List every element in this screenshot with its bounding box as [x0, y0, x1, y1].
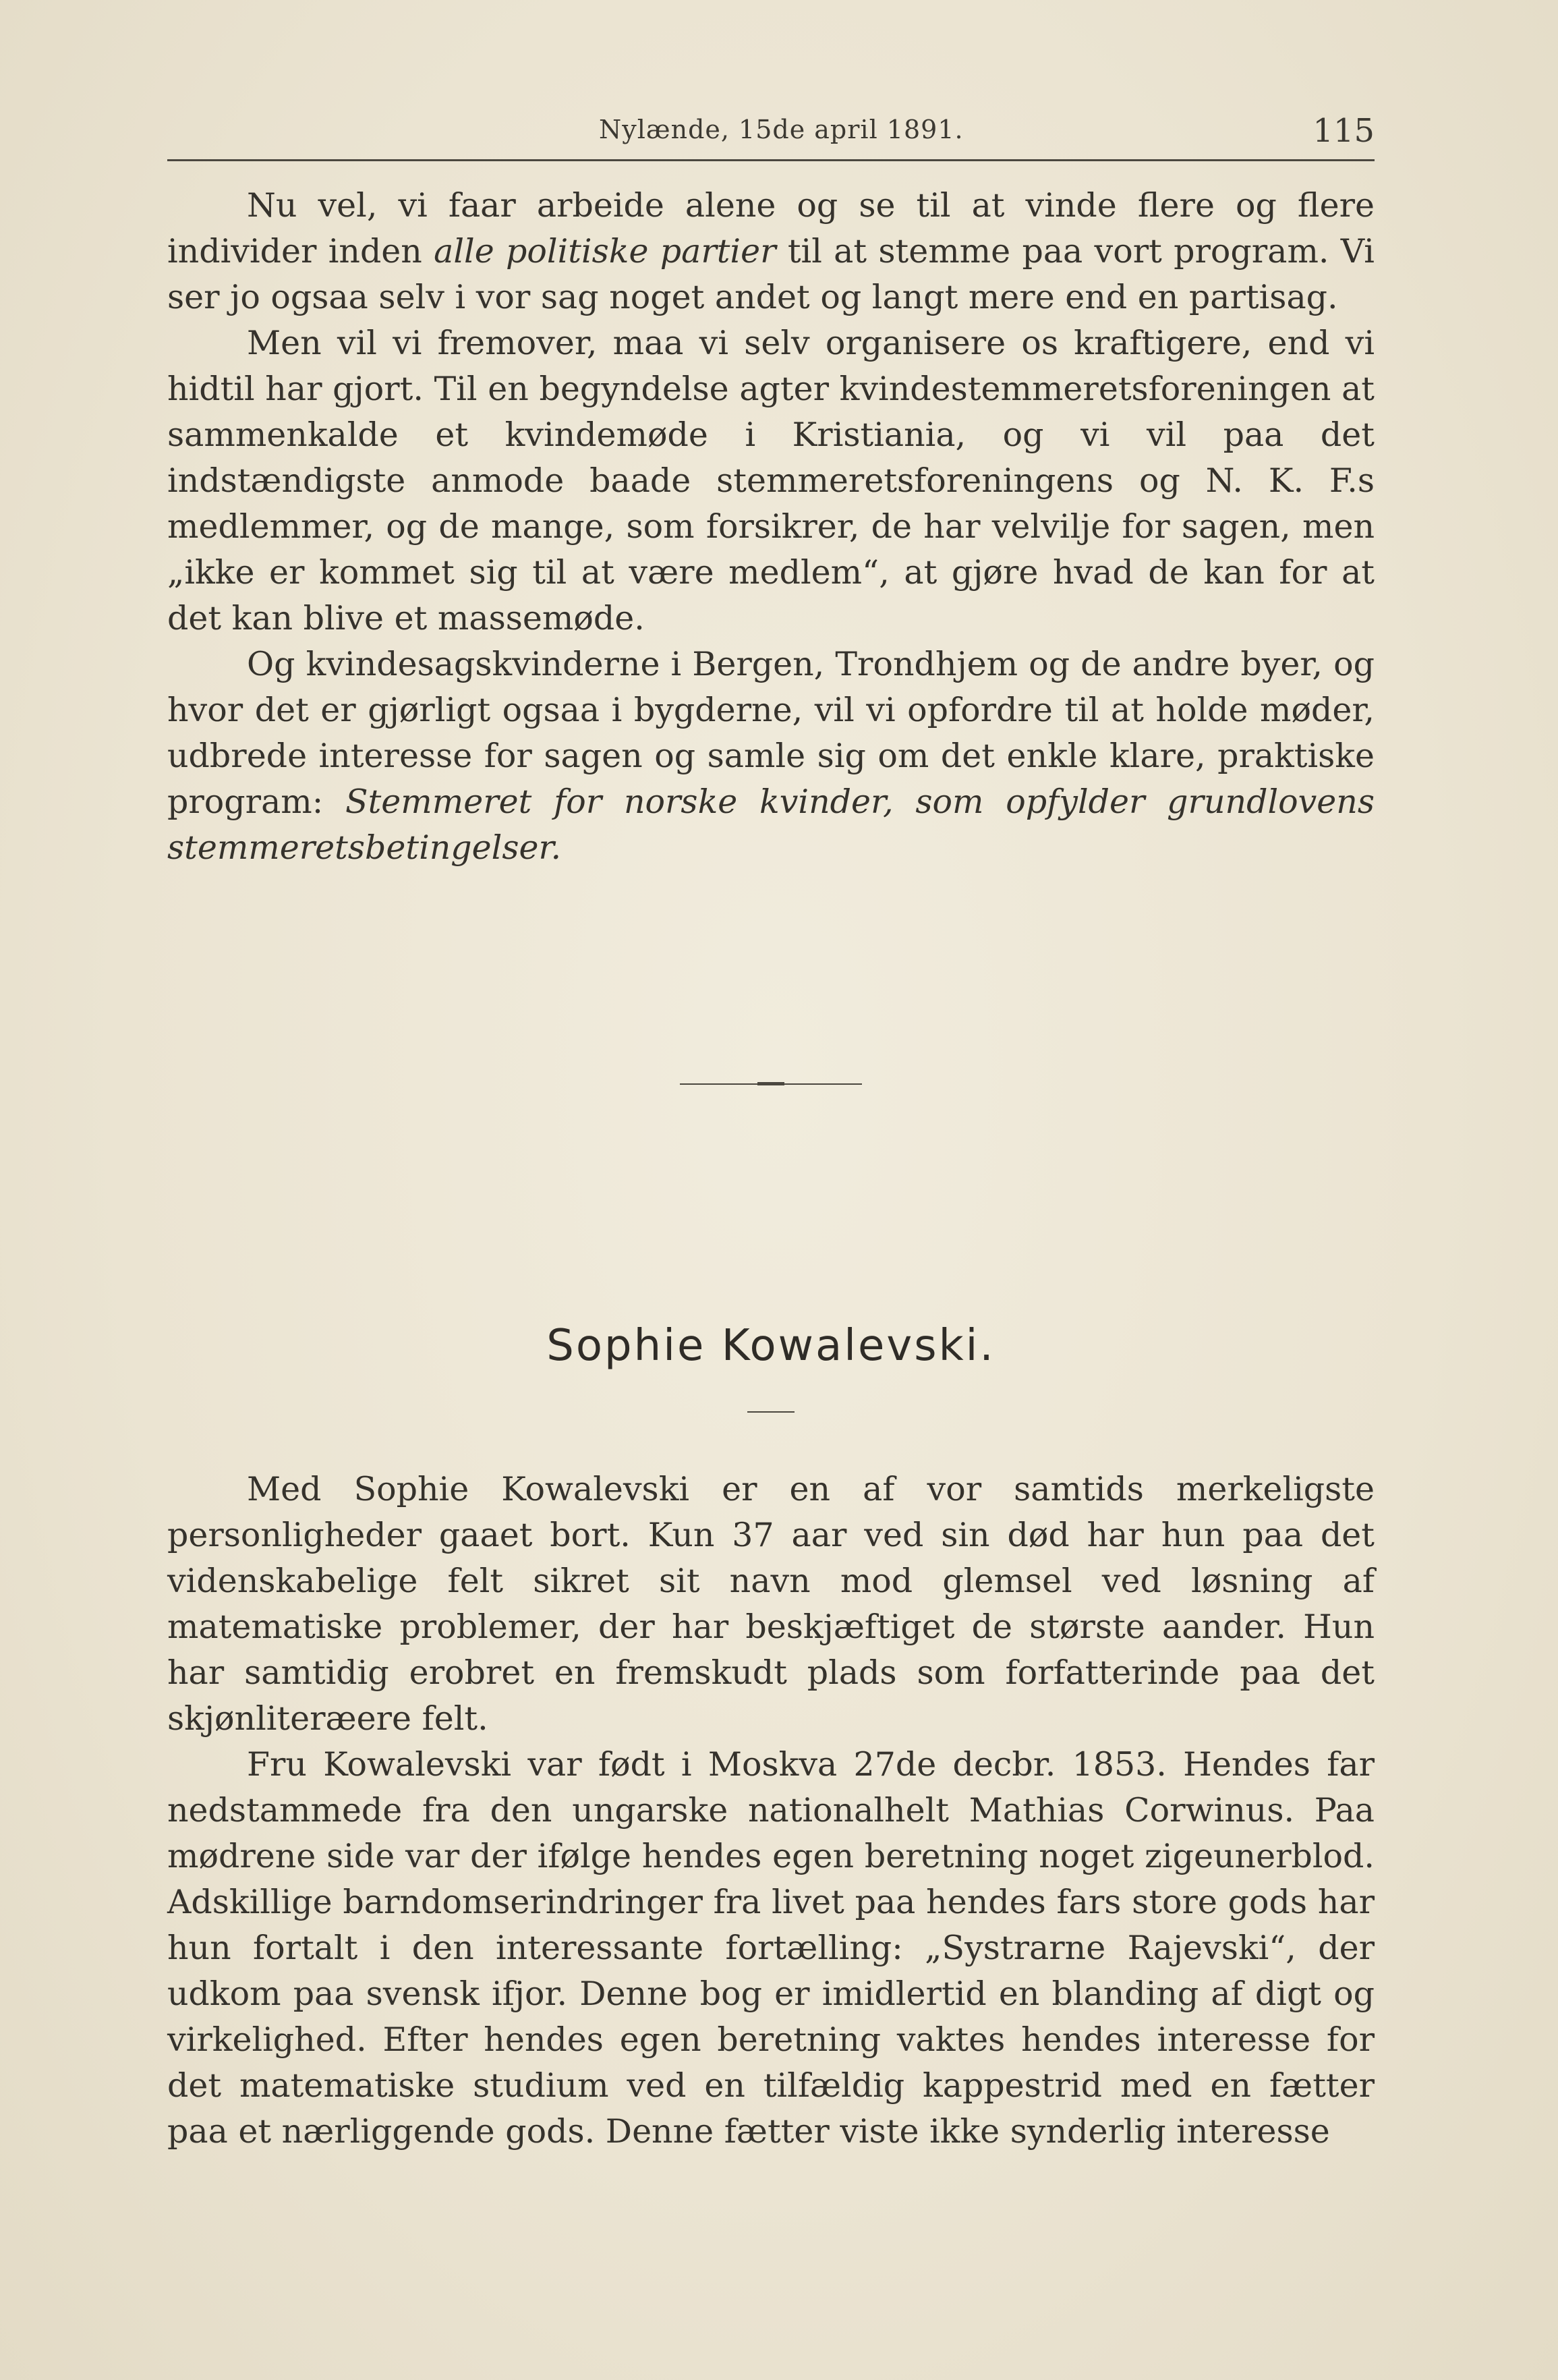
paragraph-3-italic: Stemmeret for norske kvinder, som opfylder grundlovens stemmeretsbetingelser.	[167, 783, 1375, 867]
first-section	[167, 183, 1375, 871]
paragraph-3	[167, 642, 1375, 871]
section-divider	[680, 1083, 862, 1085]
page	[167, 94, 1375, 2155]
paragraph-3-text: Og kvindesagskvinderne i Bergen, Trondhjem og de andre byer, og hvor det er gjørligt ogsaa i bygderne, vil vi opfordre til at holde møder, udbrede interesse for sagen og samle sig om det enkle klare, praktiske program:	[167, 645, 1375, 821]
article-paragraph-1: Med Sophie Kowalevski er en af vor samtids merkeligste personligheder gaaet bort. Kun 37 aar ved sin død har hun paa det videnskabelige felt sikret sit navn mod glemsel ved løsning af matematiske problemer, der har beskjæftiget de største aander. Hun har samtidig erobret en fremskudt plads som forfatterinde paa det skjønliteræere felt.	[167, 1470, 1375, 1738]
article-title: Sophie Kowalevski.	[546, 1321, 996, 1371]
running-title: Nylænde, 15de april 1891.	[599, 115, 964, 144]
paragraph-2: Men vil vi fremover, maa vi selv organisere os kraftigere, end vi hidtil har gjort. Til en begyndelse agter kvindestemmeretsforeningen at sammenkalde et kvindemøde i Kristiania, og vi vil paa det indstændigste anmode baade stemmeretsforeningens og N. K. F.s medlemmer, og de mange, som forsikrer, de har velvilje for sagen, men „ikke er kommet sig til at være medlem“, at gjøre hvad de kan for at det kan blive et massemøde.	[167, 324, 1375, 638]
title-rule	[747, 1411, 795, 1413]
paragraph-1	[167, 183, 1375, 320]
paragraph-1-text-b: til at stemme paa vort program. Vi ser jo ogsaa selv i vor sag noget andet og langt mere end en partisag.	[167, 232, 1375, 316]
article-body	[167, 1467, 1375, 2155]
running-head	[167, 94, 1375, 161]
paragraph-1-italic: alle politiske partier	[434, 232, 776, 271]
page-number: 115	[1312, 112, 1375, 150]
article-paragraph-2: Fru Kowalevski var født i Moskva 27de decbr. 1853. Hendes far nedstammede fra den ungarske nationalhelt Mathias Corwinus. Paa mødrene side var der ifølge hendes egen beretning noget zigeunerblod. Adskillige barndomserindringer fra livet paa hendes fars store gods har hun fortalt i den interessante fortælling: „Systrarne Rajevski“, der udkom paa svensk ifjor. Denne bog er imidlertid en blanding af digt og virkelighed. Efter hendes egen beretning vaktes hendes interesse for det matematiske studium ved en tilfældig kappestrid med en fætter paa et nærliggende gods. Denne fætter viste ikke synderlig interesse	[167, 1745, 1375, 2151]
paragraph-1-text-a: Nu vel, vi faar arbeide alene og se til at vinde flere og flere individer inden	[167, 186, 1375, 271]
